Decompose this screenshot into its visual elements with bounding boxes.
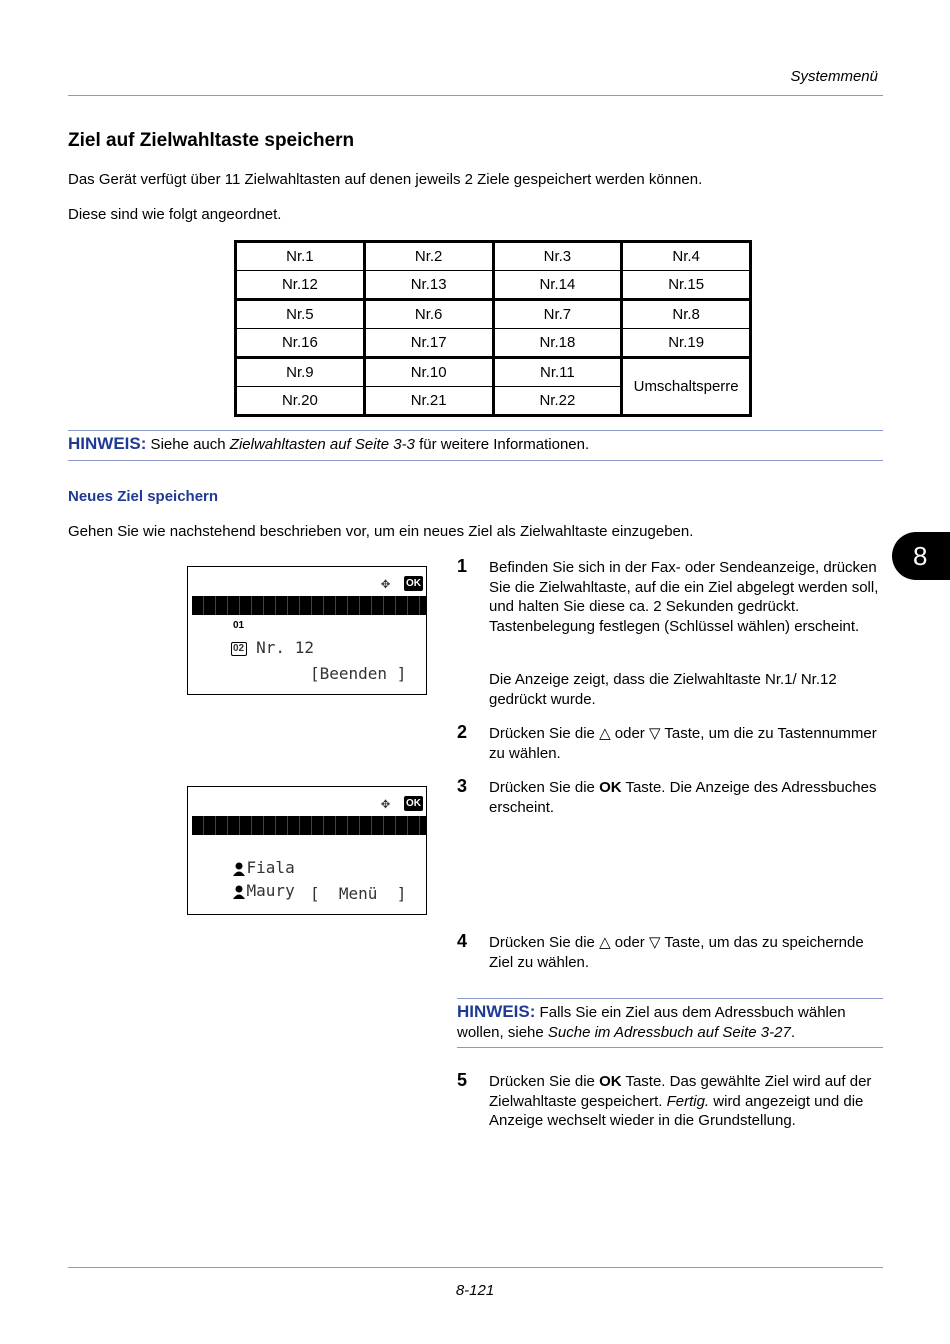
one-touch-key-table (234, 240, 752, 417)
lcd-title-row (192, 574, 426, 593)
chapter-tab: 8 (892, 532, 950, 580)
table-cell: Nr.4 (622, 242, 751, 271)
lcd-list-item-selected[interactable] (192, 596, 426, 634)
footer-divider (68, 1267, 883, 1268)
table-cell: Nr.20 (236, 387, 365, 416)
note-reference: Suche im Adressbuch auf Seite 3-27 (547, 1024, 791, 1041)
intro-paragraph: Das Gerät verfügt über 11 Zielwahltasten auf denen jeweils 2 Ziele gespeichert werden können. (68, 171, 703, 188)
note-reference: Zielwahltasten auf Seite 3-3 (229, 436, 415, 453)
table-cell: Nr.3 (493, 242, 622, 271)
table-cell: Nr.19 (622, 329, 751, 358)
table-cell: Nr.5 (236, 300, 365, 329)
table-cell: Nr.11 (493, 358, 622, 387)
step-text-part: Drücken Sie die (489, 725, 600, 742)
table-cell: Nr.15 (622, 271, 751, 300)
table-cell: Nr.21 (364, 387, 493, 416)
header-divider (68, 95, 883, 96)
lcd-item-label: Nr. 1 (246, 615, 305, 634)
note-text: Falls Sie ein Ziel aus dem Adressbuch wählen wollen, siehe (457, 1004, 846, 1041)
step-number: 3 (457, 776, 468, 796)
lcd-softkey-menu[interactable]: [ Menü ] (310, 884, 407, 903)
table-cell: Nr.7 (493, 300, 622, 329)
up-triangle-icon: △ (599, 725, 611, 742)
table-cell: Nr.17 (364, 329, 493, 358)
lcd-item-label: Design (250, 835, 309, 854)
step-text-part: Drücken Sie die (489, 934, 600, 951)
intro-paragraph-2: Diese sind wie folgt angeordnet. (68, 206, 282, 223)
step-text-part: Drücken Sie die (489, 1073, 600, 1090)
table-cell: Nr.13 (364, 271, 493, 300)
key-number-icon: 01 (231, 619, 247, 633)
table-cell: Nr.2 (364, 242, 493, 271)
step-text-part: Taste. Die Anzeige des Adressbuches erscheint. (489, 779, 877, 816)
up-triangle-icon: △ (599, 934, 611, 951)
page-number: 8-121 (455, 1282, 495, 1299)
step-text (489, 724, 884, 763)
lcd-item-label: Maury (246, 881, 295, 900)
note-text-end: . (790, 1024, 795, 1041)
lcd-screen-key-select (187, 566, 427, 695)
step-number: 2 (457, 722, 468, 742)
step-text (489, 933, 884, 972)
step-number: 1 (457, 556, 468, 576)
table-cell: Nr.6 (364, 300, 493, 329)
step-text-part: Taste, um das zu speichernde Ziel zu wählen. (489, 934, 864, 971)
step-number: 5 (457, 1070, 468, 1090)
ok-key-label: OK (599, 1073, 622, 1090)
step-text-part: oder (610, 725, 649, 742)
table-cell: Nr.9 (236, 358, 365, 387)
step-text: Befinden Sie sich in der Fax- oder Sendeanzeige, drücken Sie die Zielwahltaste, auf die ein Ziel abgelegt werden soll, und halten Sie diese ca. 2 Sekunden gedrückt. Tastenbelegung festlegen (Schlüssel wählen) erscheint. (489, 559, 879, 635)
table-cell-lock: Umschaltsperre (622, 358, 751, 416)
lcd-screen-addressbook (187, 786, 427, 915)
lcd-title-row (192, 794, 426, 813)
note-hinweis-2 (457, 1002, 883, 1043)
step-number: 4 (457, 931, 468, 951)
note2-divider-bottom (457, 1047, 883, 1048)
lcd-list-item[interactable] (192, 839, 426, 877)
key-number-icon: 02 (231, 642, 247, 656)
step-text-part: oder (610, 934, 649, 951)
lcd-item-label: Nr. 12 (246, 638, 314, 657)
table-cell: Nr.10 (364, 358, 493, 387)
step-text (489, 1072, 884, 1131)
lcd-list-item-selected[interactable] (192, 816, 426, 854)
step-text-part: Taste, um die zu Tastennummer zu wählen. (489, 725, 877, 762)
step-text-italic: Fertig. (666, 1092, 710, 1110)
table-cell: Nr.16 (236, 329, 365, 358)
table-cell: Nr.14 (493, 271, 622, 300)
table-cell: Nr.22 (493, 387, 622, 416)
step-text-part: wird angezeigt und die Anzeige wechselt wieder in die Grundstellung. (489, 1092, 864, 1129)
lcd-softkey-beenden[interactable]: [Beenden ] (310, 664, 407, 683)
ok-icon: OK (406, 578, 421, 589)
ok-key-label: OK (599, 779, 622, 796)
lcd-item-label: Fiala (246, 858, 295, 877)
table-cell: Nr.18 (493, 329, 622, 358)
down-triangle-icon: ▽ (648, 725, 661, 742)
person-icon (231, 884, 247, 899)
page-title: Ziel auf Zielwahltaste speichern (68, 130, 355, 151)
step-text-part: Taste. Das gewählte Ziel wird auf der Zielwahltaste gespeichert. (489, 1073, 872, 1110)
cross-arrows-icon: ✥ (381, 794, 391, 812)
table-cell: Nr.1 (236, 242, 365, 271)
table-cell: Nr.12 (236, 271, 365, 300)
step-text-extra: Die Anzeige zeigt, dass die Zielwahltaste Nr.1/ Nr.12 gedrückt wurde. (489, 671, 837, 708)
note2-divider-top (457, 998, 883, 999)
down-triangle-icon: ▽ (648, 934, 661, 951)
table-cell: Nr.8 (622, 300, 751, 329)
note-text-end: für weitere Informationen. (414, 436, 590, 453)
note-divider-top (68, 430, 883, 431)
step-text (489, 778, 884, 817)
step-text-part: Drücken Sie die (489, 779, 600, 796)
subsection-intro: Gehen Sie wie nachstehend beschrieben vor, um ein neues Ziel als Zielwahltaste einzugeben. (68, 523, 694, 540)
lcd-list-item[interactable] (192, 619, 426, 657)
ok-icon: OK (406, 798, 421, 809)
cross-arrows-icon: ✥ (381, 574, 391, 592)
section-title: Systemmenü (790, 68, 878, 85)
note-hinweis (68, 434, 589, 454)
note-text: Siehe auch (146, 436, 230, 453)
note-divider-bottom (68, 460, 883, 461)
note-label: HINWEIS: (457, 1002, 536, 1021)
subsection-heading: Neues Ziel speichern (68, 488, 219, 505)
note-label: HINWEIS: (68, 434, 147, 453)
